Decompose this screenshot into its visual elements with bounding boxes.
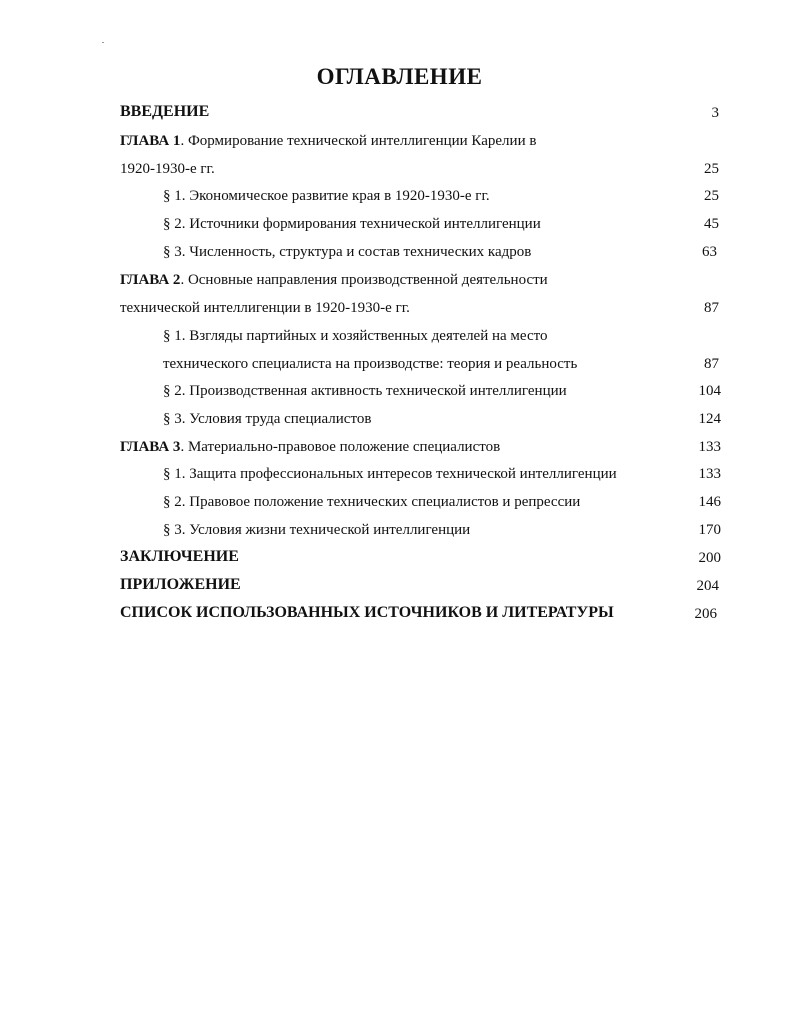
chapter3-prefix: ГЛАВА 3 [120, 439, 181, 455]
toc-ch3-section3-page: 170 [698, 522, 721, 538]
toc-ch2-section3[interactable]: § 3. Условия труда специалистов [163, 411, 372, 427]
toc-ch1-section3[interactable]: § 3. Численность, структура и состав технических кадров [163, 244, 532, 260]
toc-intro-label[interactable]: ВВЕДЕНИЕ [120, 103, 210, 120]
toc-chapter2-page: 87 [704, 300, 719, 316]
toc-bibliography-label[interactable]: СПИСОК ИСПОЛЬЗОВАННЫХ ИСТОЧНИКОВ И ЛИТЕРАТУРЫ [120, 604, 614, 621]
toc-chapter1-page: 25 [704, 161, 719, 177]
toc-ch2-section2[interactable]: § 2. Производственная активность технической интеллигенции [163, 383, 567, 399]
toc-ch1-section3-page: 63 [702, 244, 717, 260]
toc-chapter3-title[interactable] [120, 438, 500, 456]
toc-chapter3-page: 133 [698, 439, 721, 455]
chapter2-title-line1: . Основные направления производственной деятельности [180, 272, 548, 288]
toc-ch1-section2-page: 45 [704, 216, 719, 232]
toc-chapter1-title[interactable] [120, 132, 536, 150]
toc-ch2-section3-page: 124 [698, 411, 721, 427]
toc-appendix-page: 204 [696, 578, 719, 594]
toc-chapter2-title[interactable] [120, 271, 548, 289]
chapter2-title-line2: технической интеллигенции в 1920-1930-е гг. [120, 300, 410, 316]
toc-ch2-section1-page: 87 [704, 356, 719, 372]
chapter1-title-line2: 1920-1930-е гг. [120, 161, 215, 177]
toc-appendix-label[interactable]: ПРИЛОЖЕНИЕ [120, 576, 241, 593]
toc-ch2-section1-line2[interactable]: технического специалиста на производстве: теория и реальность [163, 356, 578, 372]
toc-ch3-section2[interactable]: § 2. Правовое положение технических специалистов и репрессии [163, 494, 581, 510]
chapter2-prefix: ГЛАВА 2 [120, 272, 181, 288]
toc-ch2-section1-line1[interactable]: § 1. Взгляды партийных и хозяйственных деятелей на место [163, 328, 548, 344]
toc-ch1-section2[interactable]: § 2. Источники формирования технической интеллигенции [163, 216, 541, 232]
toc-conclusion-page: 200 [698, 550, 721, 566]
toc-ch3-section3[interactable]: § 3. Условия жизни технической интеллигенции [163, 522, 471, 538]
scan-speck [102, 42, 104, 43]
toc-ch3-section1[interactable]: § 1. Защита профессиональных интересов технической интеллигенции [163, 466, 617, 482]
toc-ch1-section1-page: 25 [704, 188, 719, 204]
toc-ch2-section2-page: 104 [698, 383, 721, 399]
toc-ch3-section2-page: 146 [698, 494, 721, 510]
chapter3-title-line1: . Материально-правовое положение специалистов [180, 439, 501, 455]
chapter1-prefix: ГЛАВА 1 [120, 133, 181, 149]
page-title: ОГЛАВЛЕНИЕ [316, 64, 483, 89]
toc-ch3-section1-page: 133 [698, 466, 721, 482]
toc-conclusion-label[interactable]: ЗАКЛЮЧЕНИЕ [120, 548, 239, 565]
toc-intro-page: 3 [711, 105, 719, 121]
toc-bibliography-page: 206 [694, 606, 717, 622]
toc-ch1-section1[interactable]: § 1. Экономическое развитие края в 1920-1930-е гг. [163, 188, 490, 204]
chapter1-title-line1: . Формирование технической интеллигенции Карелии в [180, 133, 537, 149]
